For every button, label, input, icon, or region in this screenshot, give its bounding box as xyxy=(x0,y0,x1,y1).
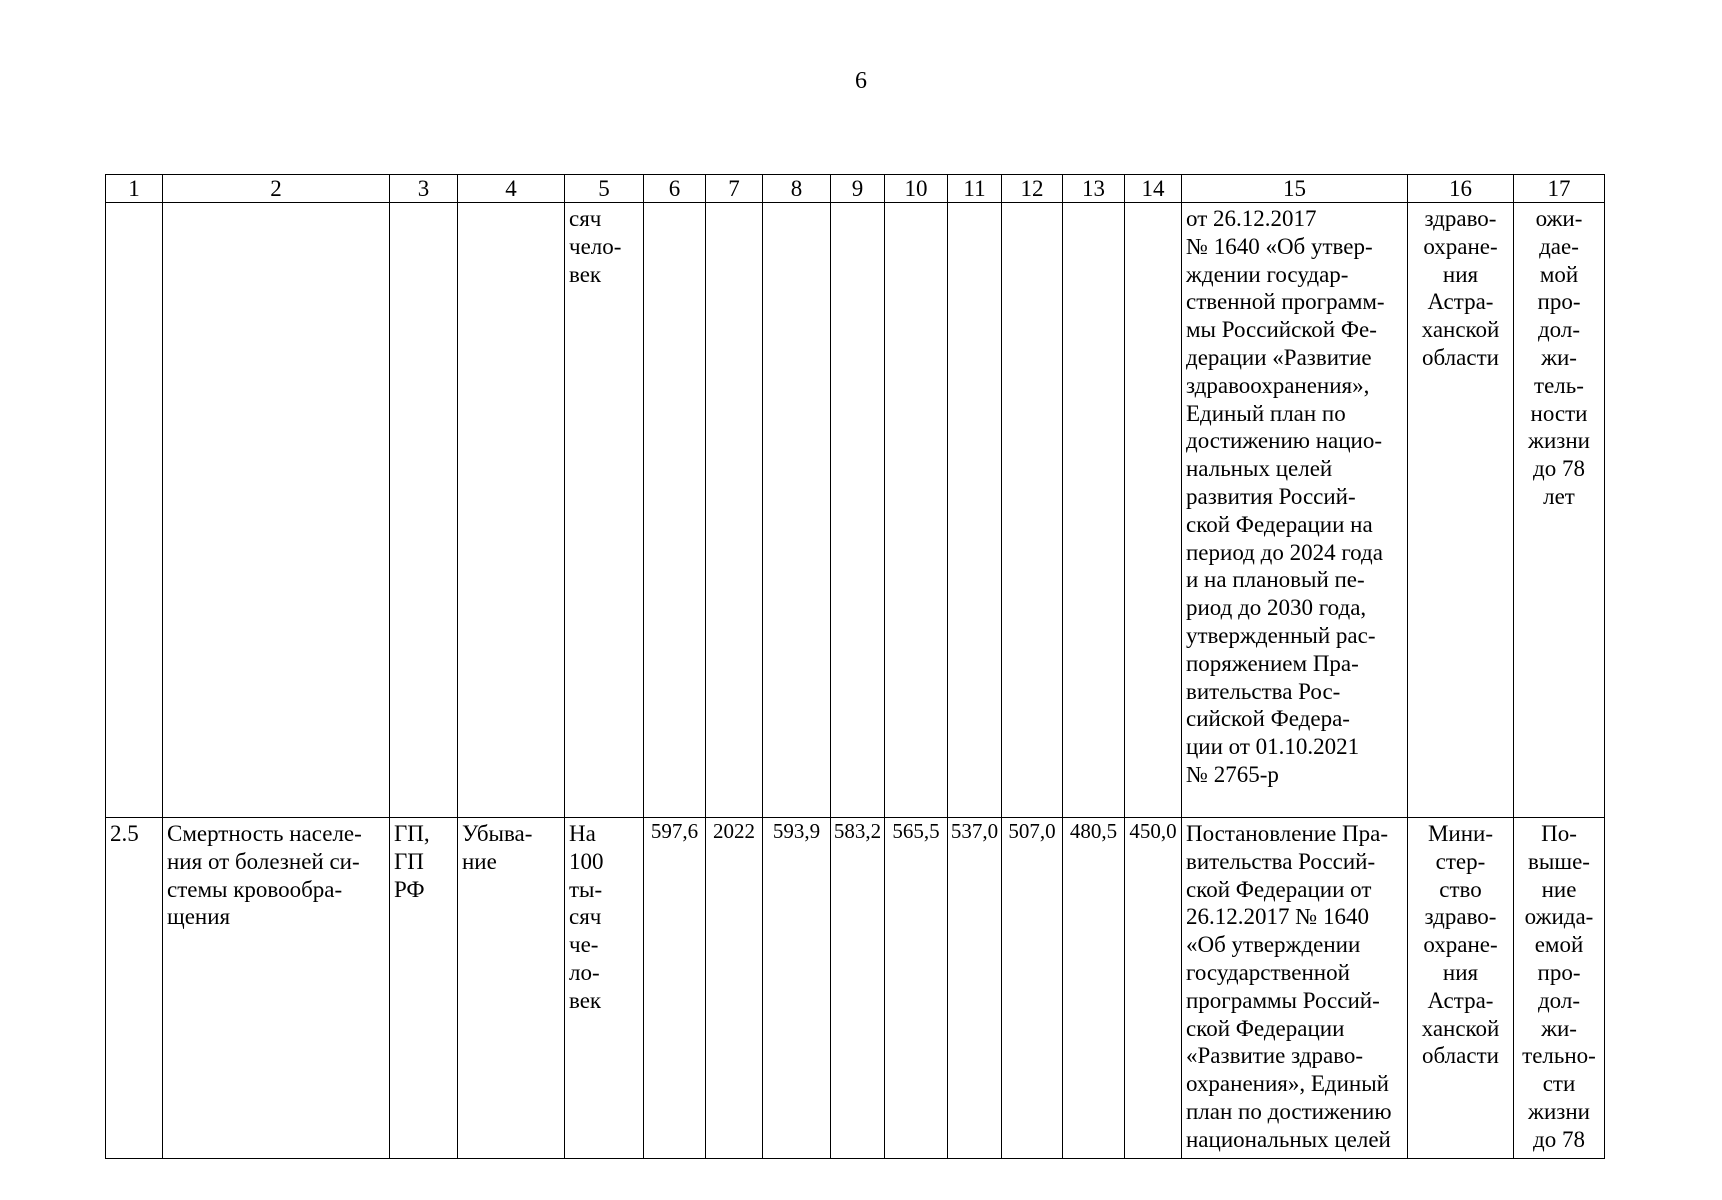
level-cell xyxy=(390,203,458,818)
value-cell: 583,2 xyxy=(831,818,885,1159)
header-cell: 7 xyxy=(706,175,763,203)
trend-cell: Убыва- ние xyxy=(458,818,565,1159)
page-number: 6 xyxy=(855,68,867,94)
header-cell: 6 xyxy=(644,175,706,203)
row-number-cell: 2.5 xyxy=(106,818,163,1159)
header-cell: 17 xyxy=(1514,175,1605,203)
value-cell xyxy=(948,203,1002,818)
header-cell: 3 xyxy=(390,175,458,203)
value-cell xyxy=(885,203,948,818)
trend-cell xyxy=(458,203,565,818)
indicator-name-cell: Смертность населе- ния от болезней си- стемы кровообра- щения xyxy=(163,818,390,1159)
indicator-name-cell xyxy=(163,203,390,818)
value-cell: 2022 xyxy=(706,818,763,1159)
value-cell xyxy=(1002,203,1063,818)
value-cell: 507,0 xyxy=(1002,818,1063,1159)
header-cell: 13 xyxy=(1063,175,1125,203)
responsible-cell: здраво- охране- ния Астра- ханской области xyxy=(1408,203,1514,818)
header-row xyxy=(106,175,1605,203)
table-row xyxy=(106,203,1605,818)
header-cell: 11 xyxy=(948,175,1002,203)
responsible-cell: Мини- стер- ство здраво- охране- ния Астра- ханской области xyxy=(1408,818,1514,1159)
unit-cell: На 100 ты- сяч че- ло- век xyxy=(565,818,644,1159)
result-cell: По- выше- ние ожида- емой про- дол- жи- тельно- сти жизни до 78 xyxy=(1514,818,1605,1159)
value-cell: 593,9 xyxy=(763,818,831,1159)
value-cell: 597,6 xyxy=(644,818,706,1159)
value-cell: 480,5 xyxy=(1063,818,1125,1159)
unit-cell: сяч чело- век xyxy=(565,203,644,818)
header-cell: 8 xyxy=(763,175,831,203)
header-cell: 10 xyxy=(885,175,948,203)
header-cell: 14 xyxy=(1125,175,1182,203)
document-basis-cell: Постановление Пра- вительства Россий- ской Федерации от 26.12.2017 № 1640 «Об утверждении государственной программы Россий- ской Федерации «Развитие здраво- охранения», Единый план по достижению национальных целей xyxy=(1182,818,1408,1159)
result-cell: ожи- дае- мой про- дол- жи- тель- ности жизни до 78 лет xyxy=(1514,203,1605,818)
value-cell: 537,0 xyxy=(948,818,1002,1159)
value-cell xyxy=(763,203,831,818)
document-basis-cell: от 26.12.2017 № 1640 «Об утвер- ждении государ- ственной программ- мы Российской Фе- дерации «Развитие здравоохранения», Единый план по достижению нацио- нальных целей развития Россий- ской Федерации на период до 2024 года и на плановый пе- риод до 2030 года, утвержденный рас- поряжением Пра- вительства Рос- сийской Федера- ции от 01.10.2021 № 2765-р xyxy=(1182,203,1408,818)
value-cell xyxy=(1125,203,1182,818)
value-cell: 565,5 xyxy=(885,818,948,1159)
header-cell: 16 xyxy=(1408,175,1514,203)
level-cell: ГП, ГП РФ xyxy=(390,818,458,1159)
table-row xyxy=(106,818,1605,1159)
header-cell: 12 xyxy=(1002,175,1063,203)
header-cell: 1 xyxy=(106,175,163,203)
value-cell xyxy=(831,203,885,818)
header-cell: 5 xyxy=(565,175,644,203)
value-cell xyxy=(1063,203,1125,818)
value-cell xyxy=(644,203,706,818)
row-number-cell xyxy=(106,203,163,818)
value-cell: 450,0 xyxy=(1125,818,1182,1159)
indicators-table xyxy=(105,174,1605,1159)
header-cell: 15 xyxy=(1182,175,1408,203)
header-cell: 2 xyxy=(163,175,390,203)
header-cell: 4 xyxy=(458,175,565,203)
header-cell: 9 xyxy=(831,175,885,203)
value-cell xyxy=(706,203,763,818)
